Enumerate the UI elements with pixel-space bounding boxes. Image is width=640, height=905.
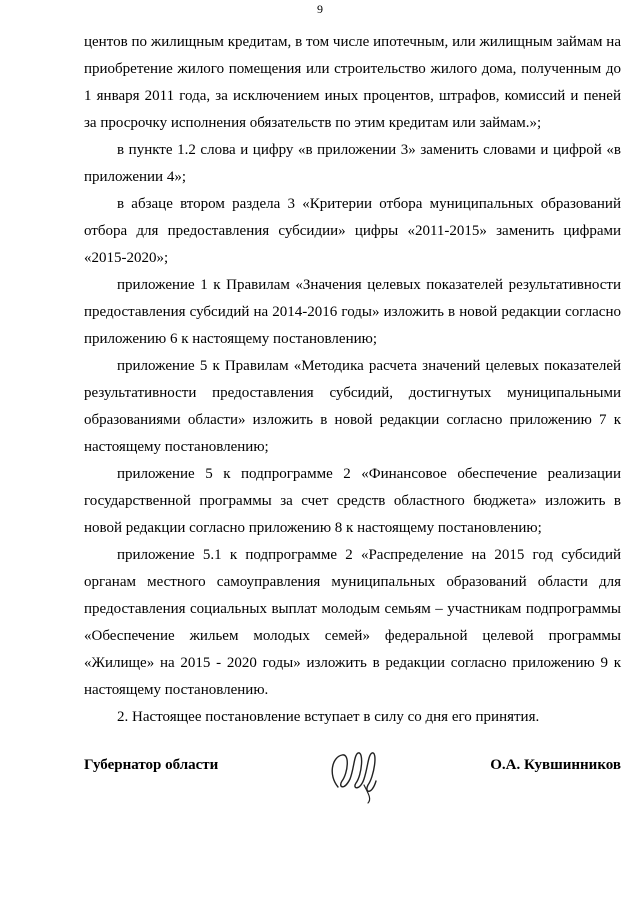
page-number: 9 <box>317 2 323 16</box>
document-body <box>84 29 621 731</box>
signatory-title: Губернатор области <box>84 757 219 773</box>
paragraph-item: приложение 5 к подпрограмме 2 «Финансовое обеспечение реализации государственной программы за счет средств областного бюджета» изложить в новой редакции согласно приложению 8 к настоящему постановлению; <box>84 466 621 536</box>
paragraph-item: приложение 5 к Правилам «Методика расчета значений целевых показателей результативности предоставления субсидий, достигнутых муниципальными образованиями области» изложить в новой редакции согласно приложению 7 к настоящему постановлению; <box>84 358 621 455</box>
signatory-name: О.А. Кувшинников <box>490 757 621 773</box>
signature-block <box>84 735 621 805</box>
handwritten-signature <box>324 735 384 805</box>
paragraph-effective-date: 2. Настоящее постановление вступает в силу со дня его принятия. <box>117 709 540 725</box>
paragraph-item: в пункте 1.2 слова и цифру «в приложении 3» заменить словами и цифрой «в приложении 4»; <box>84 142 621 185</box>
paragraph-item: в абзаце втором раздела 3 «Критерии отбора муниципальных образований отбора для предоставления субсидии» цифры «2011-2015» заменить цифрами «2015-2020»; <box>84 196 621 266</box>
paragraph-item: приложение 1 к Правилам «Значения целевых показателей результативности предоставления субсидий на 2014-2016 годы» изложить в новой редакции согласно приложению 6 к настоящему постановлению; <box>84 277 621 347</box>
paragraph-continuation: центов по жилищным кредитам, в том числе ипотечным, или жилищным займам на приобретение жилого помещения или строительство жилого дома, полученным до 1 января 2011 года, за исключением иных процентов, штрафов, комиссий и пеней за просрочку исполнения обязательств по этим кредитам или займам.»; <box>84 34 621 131</box>
paragraph-item: приложение 5.1 к подпрограмме 2 «Распределение на 2015 год субсидий органам местного самоуправления муниципальных образований области для предоставления социальных выплат молодым семьям – участникам подпрограммы «Обеспечение жильем молодых семей» федеральной целевой программы «Жилище» на 2015 - 2020 годы» изложить в редакции согласно приложению 9 к настоящему постановлению. <box>84 547 621 698</box>
